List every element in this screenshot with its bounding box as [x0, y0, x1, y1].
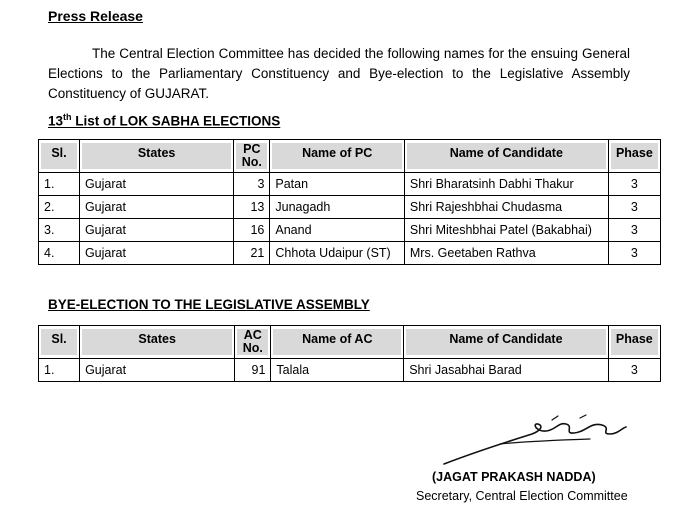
header-name-of-candidate: Name of Candidate: [404, 326, 609, 359]
cell-state: Gujarat: [79, 196, 233, 219]
header-name-of-pc: Name of PC: [270, 140, 405, 173]
ordinal-suffix: th: [63, 112, 72, 122]
cell-ac-name: Talala: [271, 359, 404, 382]
cell-state: Gujarat: [79, 173, 233, 196]
list-number: 13: [48, 113, 64, 129]
list-heading-text: List of LOK SABHA ELECTIONS: [71, 113, 281, 129]
cell-pc-no: 3: [234, 173, 270, 196]
table-row: [39, 196, 661, 219]
cell-phase: 3: [608, 359, 660, 382]
cell-sl: 1.: [39, 359, 80, 382]
cell-pc-name: Junagadh: [270, 196, 405, 219]
table-row: [39, 173, 661, 196]
cell-ac-no: 91: [235, 359, 271, 382]
cell-sl: 1.: [39, 173, 80, 196]
cell-phase: 3: [608, 242, 660, 265]
lok-sabha-list-heading: [48, 112, 280, 129]
cell-phase: 3: [608, 173, 660, 196]
table-header-row: [39, 140, 661, 173]
table-header-row: [39, 326, 661, 359]
cell-phase: 3: [608, 196, 660, 219]
cell-sl: 3.: [39, 219, 80, 242]
bye-election-candidates-table: [38, 325, 661, 382]
header-phase: Phase: [608, 140, 660, 173]
handwritten-signature: [440, 414, 640, 470]
cell-pc-name: Chhota Udaipur (ST): [270, 242, 405, 265]
header-name-of-ac: Name of AC: [271, 326, 404, 359]
page-title: Press Release: [48, 8, 143, 24]
cell-sl: 4.: [39, 242, 80, 265]
cell-state: Gujarat: [79, 219, 233, 242]
header-ac-no: AC No.: [235, 326, 271, 359]
cell-phase: 3: [608, 219, 660, 242]
cell-candidate: Shri Rajeshbhai Chudasma: [404, 196, 608, 219]
header-sl: Sl.: [39, 326, 80, 359]
signatory-name: (JAGAT PRAKASH NADDA): [432, 470, 596, 484]
signatory-designation: Secretary, Central Election Committee: [416, 489, 628, 503]
cell-candidate: Shri Bharatsinh Dabhi Thakur: [404, 173, 608, 196]
cell-pc-no: 21: [234, 242, 270, 265]
header-sl: Sl.: [39, 140, 80, 173]
cell-candidate: Shri Miteshbhai Patel (Bakabhai): [404, 219, 608, 242]
header-phase: Phase: [608, 326, 660, 359]
lok-sabha-candidates-table: [38, 139, 661, 265]
table-row: [39, 219, 661, 242]
table-row: [39, 242, 661, 265]
cell-pc-name: Anand: [270, 219, 405, 242]
cell-pc-name: Patan: [270, 173, 405, 196]
header-states: States: [80, 326, 235, 359]
table-row: [39, 359, 661, 382]
cell-candidate: Mrs. Geetaben Rathva: [404, 242, 608, 265]
cell-pc-no: 13: [234, 196, 270, 219]
cell-candidate: Shri Jasabhai Barad: [404, 359, 609, 382]
intro-paragraph: The Central Election Committee has decided the following names for the ensuing General Elections to the Parliamentary Constituency and Bye-election to the Legislative Assembly Constituency of GUJARAT.: [48, 46, 630, 101]
bye-election-heading: BYE-ELECTION TO THE LEGISLATIVE ASSEMBLY: [48, 297, 370, 312]
header-name-of-candidate: Name of Candidate: [404, 140, 608, 173]
header-pc-no: PC No.: [234, 140, 270, 173]
header-states: States: [79, 140, 233, 173]
cell-pc-no: 16: [234, 219, 270, 242]
cell-state: Gujarat: [80, 359, 235, 382]
cell-sl: 2.: [39, 196, 80, 219]
cell-state: Gujarat: [79, 242, 233, 265]
